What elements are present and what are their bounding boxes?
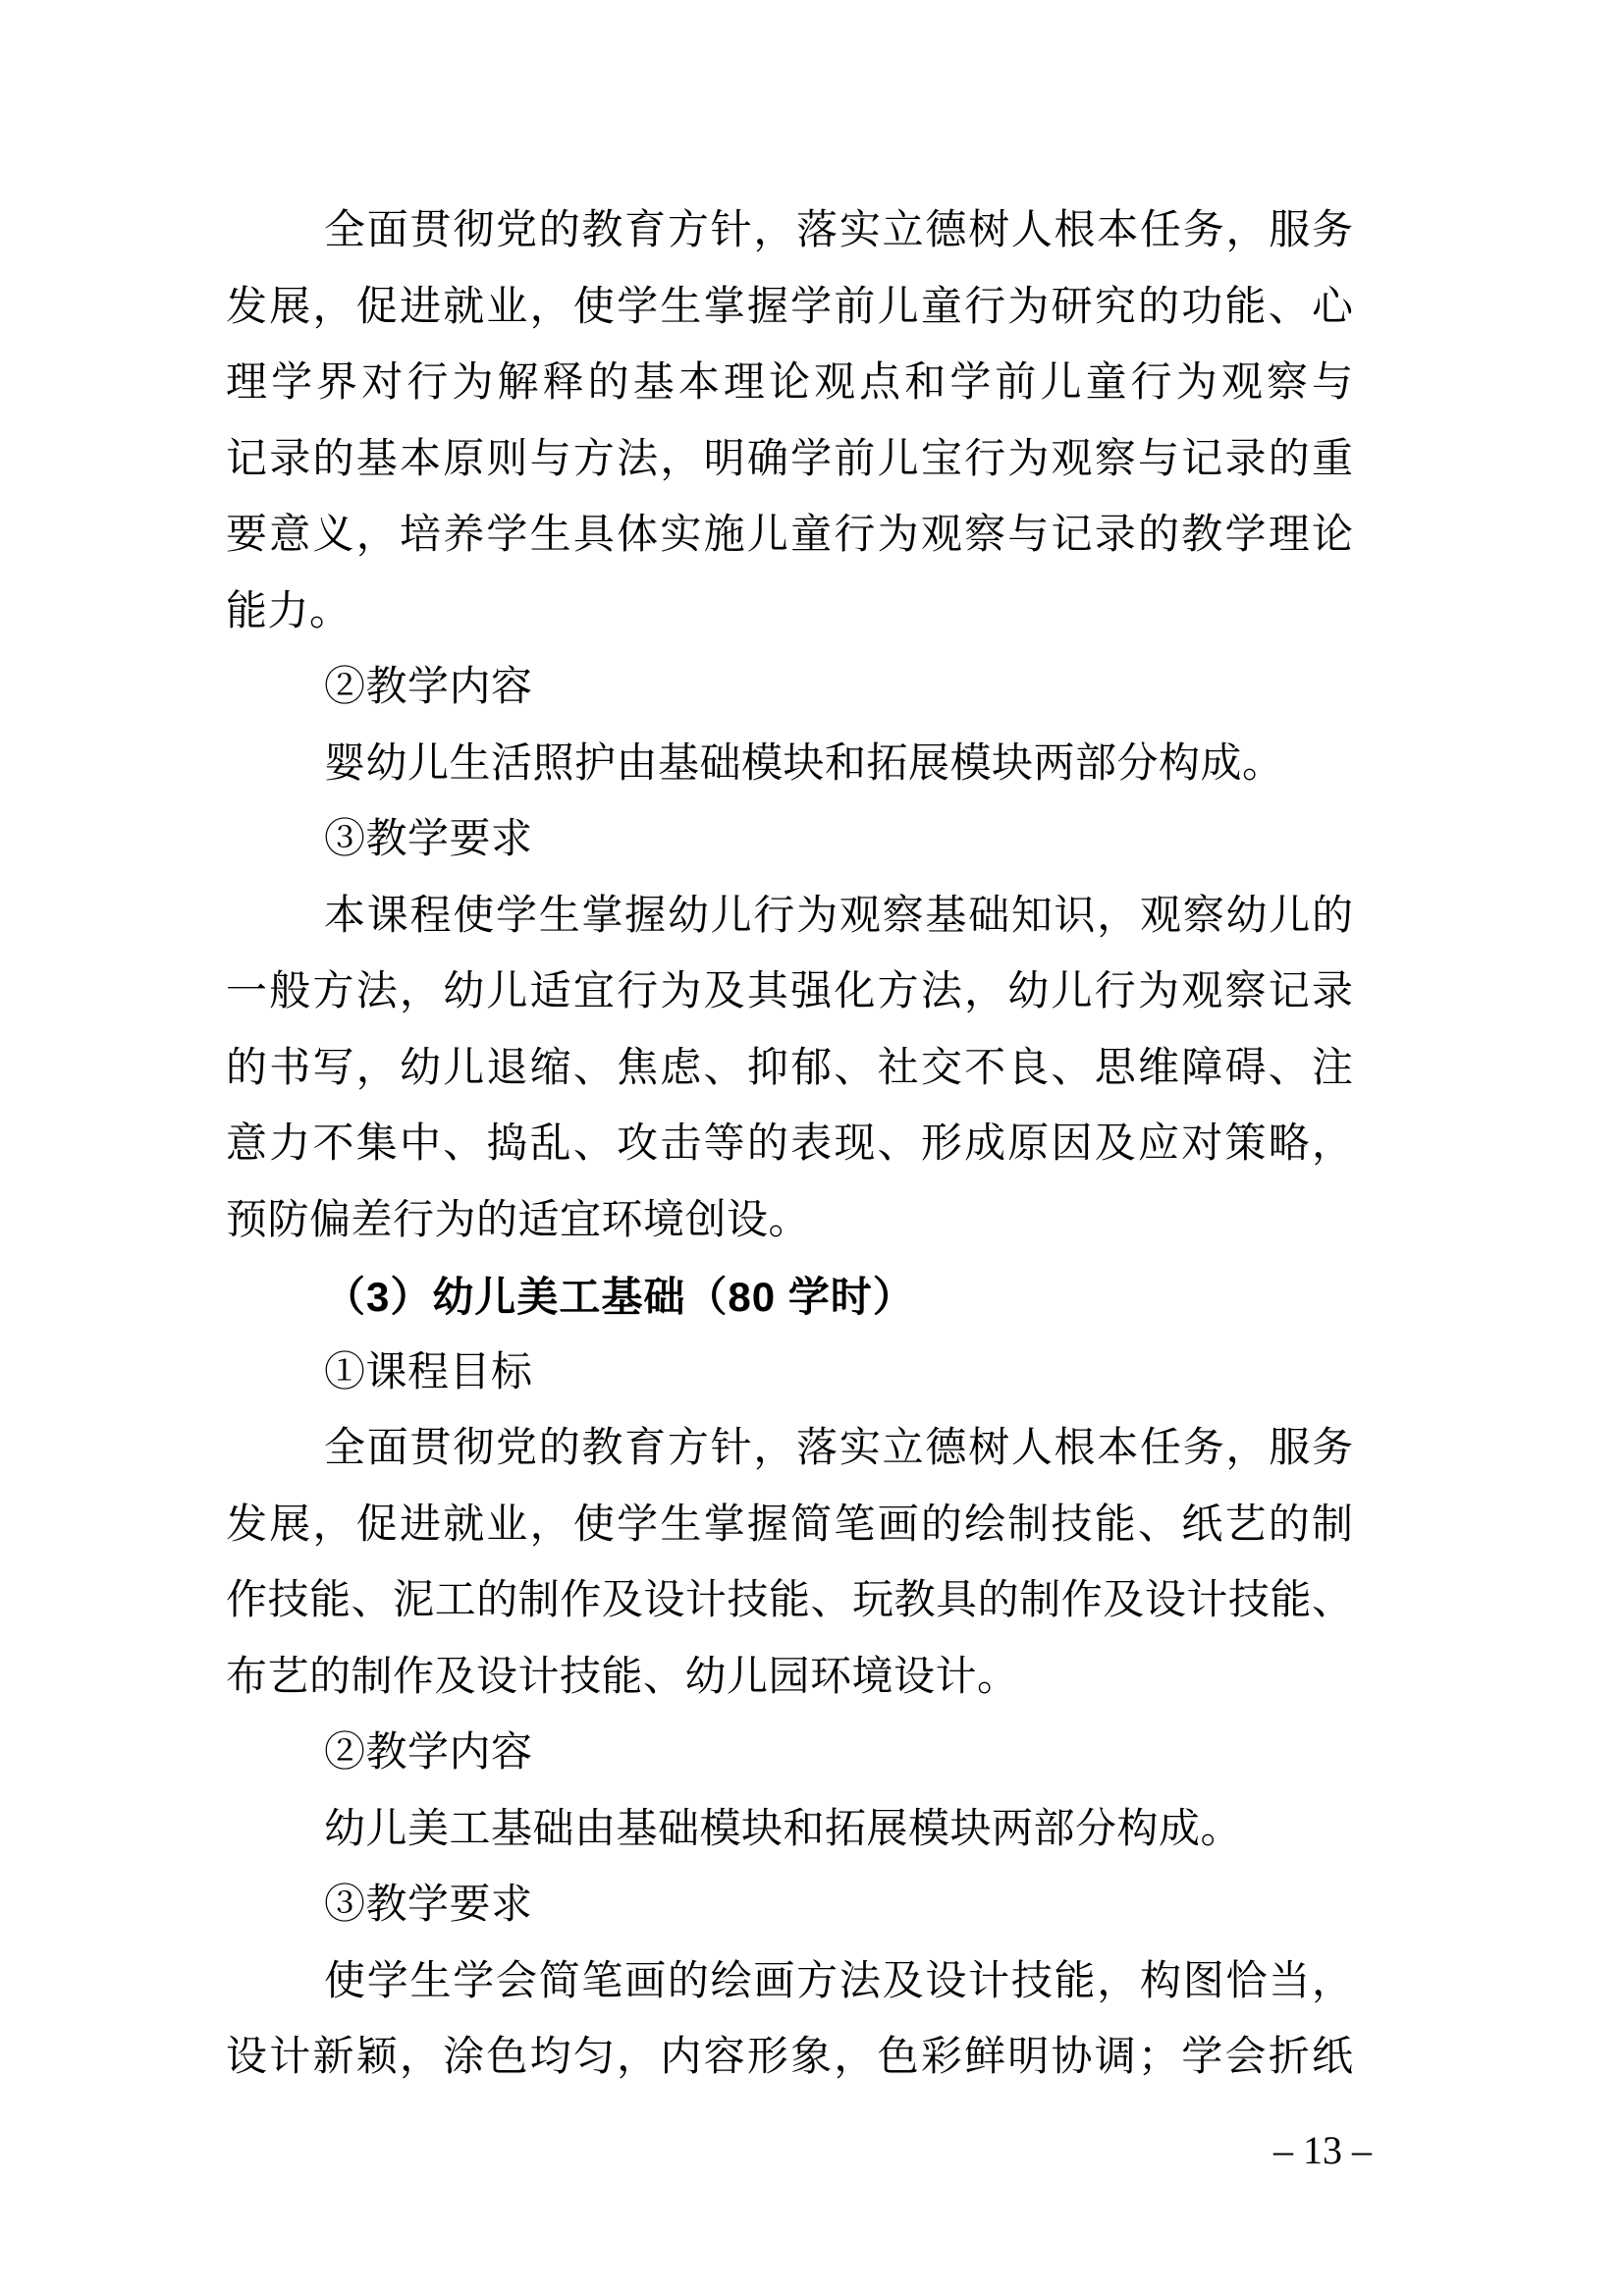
text-line: 能力。 [226,588,352,634]
text-line: 幼儿美工基础由基础模块和拓展模块两部分构成。 [324,1806,1243,1852]
text-line: 一般方法，幼儿适宜行为及其强化方法，幼儿行为观察记录 [226,969,1353,1014]
text-line: 布艺的制作及设计技能、幼儿园环境设计。 [226,1654,1019,1700]
section-heading-line: （3）幼儿美工基础（80 学时） [324,1274,915,1320]
text-line: 要意义，培养学生具体实施儿童行为观察与记录的教学理论 [226,513,1353,558]
text-line: ②教学内容 [324,665,533,710]
text-line: 发展，促进就业，使学生掌握简笔画的绘制技能、纸艺的制 [226,1502,1353,1548]
text-line: ③教学要求 [324,1883,533,1928]
text-line: 本课程使学生掌握幼儿行为观察基础知识，观察幼儿的 [324,893,1353,939]
text-line: 预防偏差行为的适宜环境创设。 [226,1197,811,1243]
text-line: ①课程目标 [324,1349,533,1395]
page-number: – 13 – [1273,2128,1372,2172]
text-line: 设计新颖，涂色均匀，内容形象，色彩鲜明协调；学会折纸 [226,2035,1353,2080]
text-line: ③教学要求 [324,817,533,862]
text-line: 理学界对行为解释的基本理论观点和学前儿童行为观察与 [226,360,1353,406]
document-body [226,193,1353,2097]
text-line: ②教学内容 [324,1730,533,1776]
text-line: 作技能、泥工的制作及设计技能、玩教具的制作及设计技能、 [226,1578,1353,1623]
text-line: 意力不集中、捣乱、攻击等的表现、形成原因及应对策略， [226,1121,1353,1167]
text-line: 发展，促进就业，使学生掌握学前儿童行为研究的功能、心 [226,284,1353,330]
text-line: 全面贯彻党的教育方针，落实立德树人根本任务，服务 [324,208,1353,253]
text-line: 使学生学会简笔画的绘画方法及设计技能，构图恰当， [324,1958,1353,2004]
text-line: 婴幼儿生活照护由基础模块和拓展模块两部分构成。 [324,740,1284,787]
text-line: 全面贯彻党的教育方针，落实立德树人根本任务，服务 [324,1426,1353,1471]
text-line: 记录的基本原则与方法，明确学前儿宝行为观察与记录的重 [226,436,1353,482]
text-line: 的书写，幼儿退缩、焦虑、抑郁、社交不良、思维障碍、注 [226,1045,1353,1091]
